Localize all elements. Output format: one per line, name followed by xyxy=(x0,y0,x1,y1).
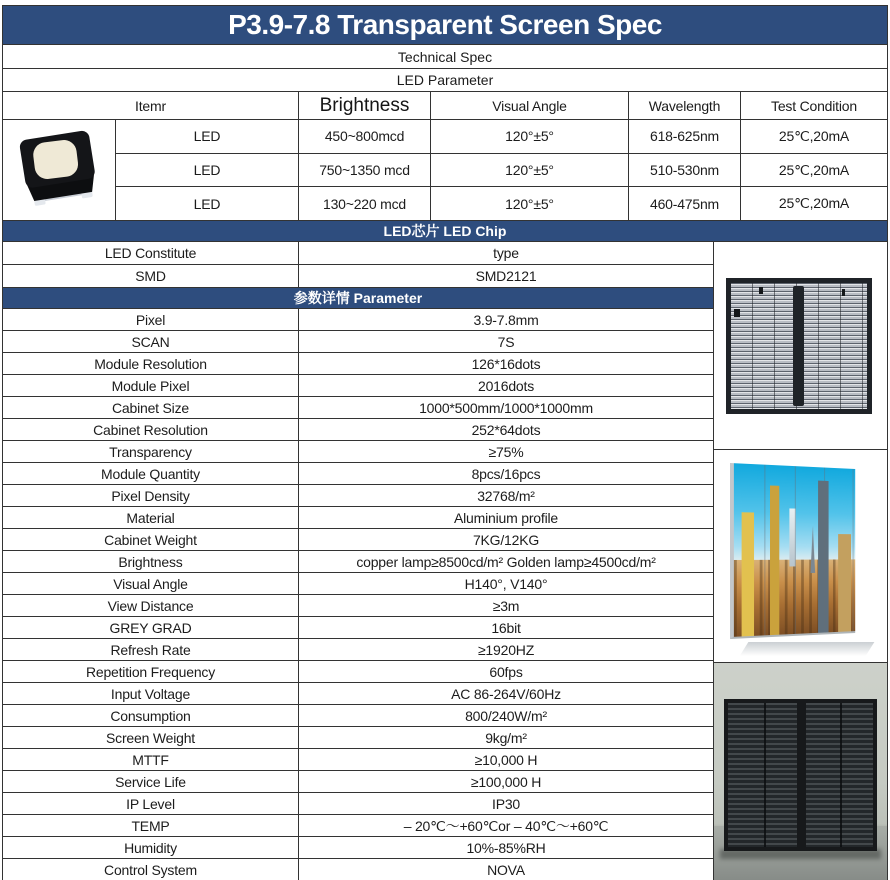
table-row xyxy=(3,837,713,859)
param-label: Consumption xyxy=(3,705,299,726)
param-label: Cabinet Size xyxy=(3,397,299,418)
panel-mark xyxy=(734,309,740,317)
param-value: IP30 xyxy=(492,795,520,812)
image-strip xyxy=(714,242,887,880)
chip-value: SMD2121 xyxy=(475,268,537,284)
param-label: Transparency xyxy=(3,441,299,462)
city-screen-image xyxy=(714,450,887,663)
param-label: SCAN xyxy=(3,331,299,352)
table-row xyxy=(3,463,713,485)
table-row xyxy=(3,617,713,639)
spec-sheet xyxy=(2,5,888,880)
table-row xyxy=(3,419,713,441)
table-row xyxy=(116,187,887,220)
parameter-section-bar: 参数详情 Parameter xyxy=(3,288,713,309)
param-label: MTTF xyxy=(3,749,299,770)
param-label: Brightness xyxy=(3,551,299,572)
param-value: 32768/m² xyxy=(477,487,535,504)
led-test-condition: 25℃,20mA xyxy=(778,195,850,212)
table-row xyxy=(3,331,713,353)
led-table-header xyxy=(3,92,887,120)
table-row xyxy=(3,551,713,573)
table-row xyxy=(3,771,713,793)
table-row xyxy=(3,639,713,661)
table-row xyxy=(3,815,713,837)
param-value: ≥75% xyxy=(488,443,524,460)
param-label: Module Quantity xyxy=(3,463,299,484)
table-row xyxy=(3,441,713,463)
table-row xyxy=(3,793,713,815)
led-table-body xyxy=(3,120,887,221)
param-value: Aluminium profile xyxy=(454,509,558,526)
led-chip-section-bar: LED芯片 LED Chip xyxy=(3,221,887,242)
param-label: Module Pixel xyxy=(3,375,299,396)
panel-center-bar xyxy=(793,286,804,406)
mesh-center-frame xyxy=(797,703,806,847)
led-item: LED xyxy=(116,120,299,153)
table-row xyxy=(3,265,713,288)
transparent-panel-drawing xyxy=(726,278,872,414)
led-rows xyxy=(116,120,887,220)
chip-label: LED Constitute xyxy=(3,242,299,264)
table-row xyxy=(3,375,713,397)
param-value: NOVA xyxy=(487,862,525,878)
param-value: copper lamp≥8500cd/m² Golden lamp≥4500cd/m² xyxy=(356,553,656,570)
param-value: 1000*500mm/1000*1000mm xyxy=(419,399,593,416)
param-label: Humidity xyxy=(3,837,299,858)
led-chip-image-cell xyxy=(3,120,116,220)
param-value: ≥100,000 H xyxy=(470,773,542,790)
param-value: H140°, V140° xyxy=(464,575,548,592)
param-label: TEMP xyxy=(3,815,299,836)
led-test-condition: 25℃,20mA xyxy=(778,161,850,178)
lower-area xyxy=(3,242,887,880)
header-visual-angle: Visual Angle xyxy=(431,92,629,119)
table-row xyxy=(3,529,713,551)
table-row xyxy=(116,154,887,188)
table-row xyxy=(3,242,713,265)
chip-rows xyxy=(3,242,713,288)
table-row xyxy=(3,727,713,749)
param-label: View Distance xyxy=(3,595,299,616)
param-label: Visual Angle xyxy=(3,573,299,594)
photo-background xyxy=(714,663,887,880)
param-value: ≥1920HZ xyxy=(477,641,535,658)
smd-led-chip-icon xyxy=(13,128,105,212)
param-value: 2016dots xyxy=(477,377,534,394)
param-label: Control System xyxy=(3,859,299,880)
mesh-panels xyxy=(724,699,877,851)
led-wavelength: 510-530nm xyxy=(629,154,741,187)
table-row xyxy=(3,749,713,771)
table-row xyxy=(3,485,713,507)
param-value: 3.9-7.8mm xyxy=(473,311,539,328)
param-value: 252*64dots xyxy=(471,421,541,438)
table-row xyxy=(3,595,713,617)
table-row xyxy=(3,573,713,595)
table-row xyxy=(3,859,713,880)
led-visual-angle: 120°±5° xyxy=(431,187,629,220)
led-item: LED xyxy=(116,187,299,220)
param-value: 126*16dots xyxy=(471,355,541,372)
chip-value: type xyxy=(493,245,519,261)
panel-seams xyxy=(734,463,855,637)
technical-spec-row: Technical Spec xyxy=(3,45,887,69)
table-row xyxy=(116,120,887,154)
led-brightness: 450~800mcd xyxy=(299,120,431,153)
param-label: Input Voltage xyxy=(3,683,299,704)
led-brightness: 130~220 mcd xyxy=(299,187,431,220)
param-value: ≥3m xyxy=(492,597,520,614)
led-visual-angle: 120°±5° xyxy=(431,120,629,153)
param-label: Screen Weight xyxy=(3,727,299,748)
panel-front-image xyxy=(714,242,887,450)
param-value: 7S xyxy=(497,333,515,350)
table-row xyxy=(3,353,713,375)
param-value: 10%-85%RH xyxy=(466,839,546,856)
param-label: Service Life xyxy=(3,771,299,792)
param-value: 16bit xyxy=(491,619,521,636)
param-label: Pixel Density xyxy=(3,485,299,506)
led-wavelength: 618-625nm xyxy=(629,120,741,153)
led-item: LED xyxy=(116,154,299,187)
param-label: Cabinet Resolution xyxy=(3,419,299,440)
parameter-table xyxy=(3,242,714,880)
param-value: – 20℃～+60℃or – 40℃～+60℃ xyxy=(403,817,609,834)
table-row xyxy=(3,683,713,705)
led-parameter-row: LED Parameter xyxy=(3,69,887,92)
header-wavelength: Wavelength xyxy=(629,92,741,119)
header-item: Itemr xyxy=(3,92,299,119)
table-row xyxy=(3,397,713,419)
param-value: 800/240W/m² xyxy=(465,707,547,724)
param-value: 9kg/m² xyxy=(485,729,527,746)
param-label: Module Resolution xyxy=(3,353,299,374)
param-label: Repetition Frequency xyxy=(3,661,299,682)
table-row xyxy=(3,705,713,727)
parameter-rows xyxy=(3,309,713,880)
led-visual-angle: 120°±5° xyxy=(431,154,629,187)
param-value: AC 86-264V/60Hz xyxy=(451,685,561,702)
param-value: ≥10,000 H xyxy=(474,751,538,768)
param-value: 8pcs/16pcs xyxy=(471,465,541,482)
panel-mark xyxy=(842,289,845,296)
chip-label: SMD xyxy=(3,265,299,287)
param-value: 7KG/12KG xyxy=(472,531,540,548)
table-row xyxy=(3,661,713,683)
mesh-photo-image xyxy=(714,663,887,880)
panel-mark xyxy=(759,287,763,294)
led-test-condition: 25℃,20mA xyxy=(778,127,850,144)
param-label: Pixel xyxy=(3,309,299,330)
param-label: Material xyxy=(3,507,299,528)
led-wavelength: 460-475nm xyxy=(629,187,741,220)
page-title: P3.9-7.8 Transparent Screen Spec xyxy=(3,6,887,45)
header-brightness: Brightness xyxy=(299,92,431,119)
floor-reflection xyxy=(740,642,875,656)
param-label: GREY GRAD xyxy=(3,617,299,638)
table-row xyxy=(3,507,713,529)
led-brightness: 750~1350 mcd xyxy=(299,154,431,187)
param-label: Refresh Rate xyxy=(3,639,299,660)
table-row xyxy=(3,309,713,331)
param-label: Cabinet Weight xyxy=(3,529,299,550)
param-label: IP Level xyxy=(3,793,299,814)
led-screen-panel xyxy=(730,463,855,639)
header-test-condition: Test Condition xyxy=(771,97,857,114)
param-value: 60fps xyxy=(489,663,523,680)
